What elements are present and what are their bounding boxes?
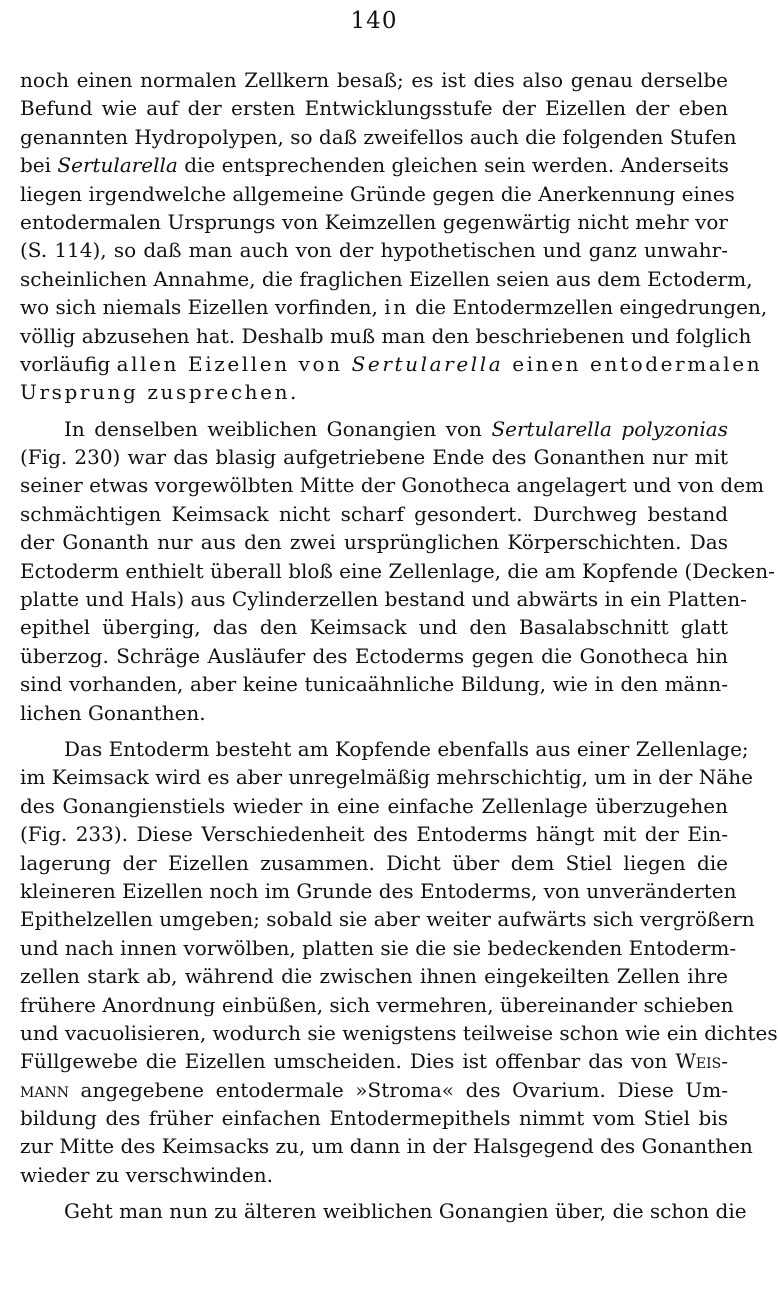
text-line: [20, 670, 728, 698]
text-segment: die entsprechenden gleichen sein werden. Anderseits: [177, 153, 729, 178]
text-segment: liegen irgendwelche allgemeine Gründe gegen die Anerkennung eines: [20, 181, 735, 206]
text-line: [20, 350, 763, 378]
text-line: [20, 820, 728, 848]
text-segment: die Entodermzellen eingedrungen,: [408, 295, 768, 320]
text-segment: der Gonanth nur aus den zwei ursprünglichen Körperschichten. Das: [20, 530, 728, 555]
text-line: [20, 322, 752, 350]
text-line: [20, 585, 747, 613]
text-segment: Ectoderm enthielt überall bloß eine Zellenlage, die am Kopfende (Decken-: [20, 558, 775, 583]
text-segment: Füllgewebe die Eizellen umscheiden. Dies ist offenbar das von: [20, 1049, 676, 1074]
text-segment: genannten Hydropolypen, so daß zweifellos auch die folgenden Stufen: [20, 124, 737, 149]
text-segment: mann: [20, 1077, 69, 1102]
body-text: [20, 66, 778, 1226]
paragraph-gap: [20, 1189, 728, 1197]
text-segment: im Keimsack wird es aber unregelmäßig mehrschichtig, um in der Nähe: [20, 765, 753, 790]
text-line: [20, 792, 728, 820]
text-line: [20, 1197, 747, 1225]
text-segment: einen entodermalen: [503, 351, 763, 376]
text-segment: allen Eizellen von: [116, 351, 352, 376]
text-line: [20, 94, 728, 122]
text-segment: völlig abzusehen hat. Deshalb muß man den beschriebenen und folglich: [20, 323, 752, 348]
text-line: [20, 208, 728, 236]
text-line: [20, 1047, 728, 1075]
text-line: [20, 528, 728, 556]
text-segment: Das Entoderm besteht am Kopfende ebenfalls aus einer Zellenlage;: [64, 736, 749, 761]
text-segment: Geht man nun zu älteren weiblichen Gonangien über, die schon die: [64, 1199, 747, 1224]
text-segment: In denselben weiblichen Gonangien von: [64, 416, 492, 441]
text-segment: zellen stark ab, während die zwischen ihnen eingekeilten Zellen ihre: [20, 964, 728, 989]
text-line: [20, 1161, 728, 1189]
text-segment: lichen Gonanthen.: [20, 700, 206, 725]
text-segment: des Gonangienstiels wieder in eine einfache Zellenlage überzugehen: [20, 793, 728, 818]
text-segment: epithel überging, das den Keimsack und den Basalabschnitt glatt: [20, 615, 728, 640]
book-page: [20, 6, 778, 1226]
text-segment: (Fig. 233). Diese Verschiedenheit des Entoderms hängt mit der Ein-: [20, 822, 728, 847]
text-segment: überzog. Schräge Ausläufer des Ectoderms gegen die Gonotheca hin: [20, 643, 728, 668]
text-line: [20, 180, 735, 208]
text-line: [20, 991, 734, 1019]
text-segment: Sertularella: [57, 153, 178, 178]
text-line: [20, 66, 728, 94]
text-segment: kleineren Eizellen noch im Grunde des Entoderms, von unveränderten: [20, 878, 737, 903]
text-segment: Sertularella: [351, 351, 504, 376]
text-line: [20, 613, 728, 641]
text-segment: und vacuolisieren, wodurch sie wenigstens teilweise schon wie ein dichtes: [20, 1020, 778, 1045]
text-segment: und nach innen vorwölben, platten sie die sie bedeckenden Entoderm-: [20, 935, 737, 960]
text-segment: lagerung der Eizellen zusammen. Dicht über dem Stiel liegen die: [20, 850, 728, 875]
paragraph-gap: [20, 727, 728, 735]
text-line: [20, 1104, 728, 1132]
paragraph: [20, 735, 778, 1189]
paragraph: [20, 66, 768, 407]
text-line: [20, 265, 753, 293]
text-line: [20, 500, 728, 528]
text-line: [20, 877, 737, 905]
text-segment: angegebene entodermale »Stroma« des Ovarium. Diese Um-: [68, 1077, 728, 1102]
text-line: [20, 293, 768, 321]
paragraph: [20, 415, 775, 727]
paragraph-gap: [20, 407, 728, 415]
paragraph: [20, 1197, 747, 1225]
text-line: [20, 962, 728, 990]
text-segment: bei: [20, 153, 58, 178]
text-segment: wieder zu verschwinden.: [20, 1162, 273, 1187]
text-segment: schmächtigen Keimsack nicht scharf gesondert. Durchweg bestand: [20, 501, 728, 526]
text-line: [20, 1132, 753, 1160]
text-segment: (Fig. 230) war das blasig aufgetriebene Ende des Gonanthen nur mit: [20, 445, 728, 470]
text-segment: noch einen normalen Zellkern besaß; es ist dies also genau derselbe: [20, 68, 728, 92]
text-segment: wo sich niemals Eizellen vorfinden,: [20, 295, 385, 320]
text-segment: sind vorhanden, aber keine tunicaähnliche Bildung, wie in den männ-: [20, 672, 728, 697]
text-line: [20, 557, 775, 585]
text-line: [20, 236, 728, 264]
text-segment: scheinlichen Annahme, die fraglichen Eizellen seien aus dem Ectoderm,: [20, 266, 753, 291]
text-line: [20, 471, 765, 499]
text-line: [20, 1076, 728, 1104]
text-segment: Weis-: [675, 1049, 728, 1074]
text-line: [20, 151, 728, 179]
text-segment: frühere Anordnung einbüßen, sich vermehren, übereinander schieben: [20, 992, 734, 1017]
text-segment: platte und Hals) aus Cylinderzellen bestand und abwärts in ein Platten-: [20, 587, 747, 612]
text-line: [20, 763, 753, 791]
text-segment: vorläufig: [20, 351, 117, 376]
text-line: [20, 699, 728, 727]
text-segment: Ursprung zusprechen.: [20, 380, 300, 405]
text-line: [20, 934, 737, 962]
text-segment: bildung des früher einfachen Entodermepithels nimmt vom Stiel bis: [20, 1106, 728, 1131]
text-line: [20, 443, 728, 471]
text-segment: seiner etwas vorgewölbten Mitte der Gonotheca angelagert und von dem: [20, 473, 765, 498]
text-line: [20, 849, 728, 877]
text-line: [20, 905, 755, 933]
text-segment: in: [384, 295, 409, 320]
text-segment: (S. 114), so daß man auch von der hypothetischen und ganz unwahr-: [20, 238, 728, 263]
text-segment: entodermalen Ursprungs von Keimzellen gegenwärtig nicht mehr vor: [20, 209, 728, 234]
text-line: [20, 642, 728, 670]
text-line: [20, 735, 749, 763]
text-line: [20, 378, 728, 406]
page-number: 140: [350, 8, 398, 34]
text-segment: Sertularella polyzonias: [491, 416, 728, 441]
text-line: [20, 123, 737, 151]
text-segment: zur Mitte des Keimsacks zu, um dann in der Halsgegend des Gonanthen: [20, 1134, 753, 1159]
text-segment: Befund wie auf der ersten Entwicklungsstufe der Eizellen der eben: [20, 96, 728, 121]
text-line: [20, 415, 728, 443]
text-segment: Epithelzellen umgeben; sobald sie aber weiter aufwärts sich vergrößern: [20, 907, 755, 932]
text-line: [20, 1019, 778, 1047]
